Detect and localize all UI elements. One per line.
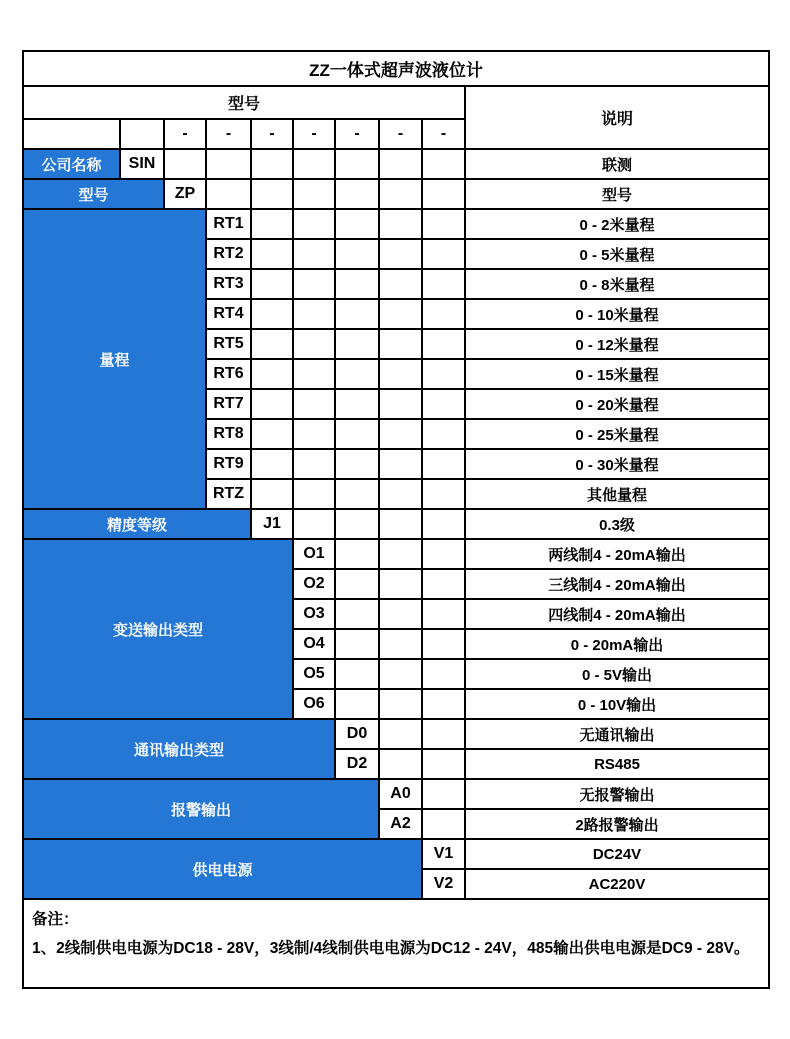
empty-cell [422,539,465,569]
dash-cell: - [379,119,422,149]
description-cell: 无报警输出 [465,779,769,809]
empty-cell [335,419,379,449]
code-cell: O1 [293,539,335,569]
empty-cell [422,779,465,809]
empty-cell [251,479,293,509]
empty-cell [379,299,422,329]
model-column-header: 型号 [23,86,465,119]
empty-cell [335,659,379,689]
description-cell: 0 - 25米量程 [465,419,769,449]
empty-cell [422,719,465,749]
empty-cell [293,479,335,509]
description-cell: 四线制4 - 20mA输出 [465,599,769,629]
description-cell: 三线制4 - 20mA输出 [465,569,769,599]
empty-cell [293,269,335,299]
table-row [23,209,769,239]
description-cell: 型号 [465,179,769,209]
section-label-model: 型号 [23,179,164,209]
empty-cell [379,479,422,509]
empty-cell [379,539,422,569]
empty-cell [293,419,335,449]
empty-cell [422,329,465,359]
code-cell: O4 [293,629,335,659]
empty-cell [422,479,465,509]
empty-cell [335,449,379,479]
empty-cell [293,329,335,359]
empty-cell [379,419,422,449]
empty-cell [251,449,293,479]
code-cell: RTZ [206,479,251,509]
empty-cell [422,749,465,779]
description-cell: 0 - 15米量程 [465,359,769,389]
empty-cell [379,239,422,269]
empty-cell [422,149,465,179]
code-cell: RT7 [206,389,251,419]
empty-cell [379,269,422,299]
code-cell: A0 [379,779,422,809]
code-cell: RT2 [206,239,251,269]
code-cell: O5 [293,659,335,689]
empty-cell [379,599,422,629]
dash-cell: - [206,119,251,149]
empty-cell [335,509,379,539]
description-cell: RS485 [465,749,769,779]
empty-cell [293,149,335,179]
table-row [23,719,769,749]
empty-cell [251,239,293,269]
notes-heading: 备注： [32,911,79,928]
empty-cell [335,329,379,359]
description-cell: 0 - 12米量程 [465,329,769,359]
description-cell: 其他量程 [465,479,769,509]
description-column-header: 说明 [465,86,769,149]
empty-cell [379,149,422,179]
description-cell: 0 - 5米量程 [465,239,769,269]
code-cell: RT5 [206,329,251,359]
section-label-company-name: 公司名称 [23,149,120,179]
code-cell: O2 [293,569,335,599]
empty-cell [422,299,465,329]
description-cell: 0 - 5V输出 [465,659,769,689]
code-cell: O3 [293,599,335,629]
empty-cell [251,389,293,419]
table-row [23,149,769,179]
code-cell: SIN [120,149,164,179]
empty-cell [335,629,379,659]
description-cell: 2路报警输出 [465,809,769,839]
description-cell: DC24V [465,839,769,869]
code-cell: RT6 [206,359,251,389]
empty-cell [379,659,422,689]
empty-cell [293,239,335,269]
empty-cell [379,509,422,539]
section-label-accuracy: 精度等级 [23,509,251,539]
empty-cell [293,299,335,329]
dash-cell: - [422,119,465,149]
description-cell: 0 - 8米量程 [465,269,769,299]
empty-cell [422,239,465,269]
code-cell: D2 [335,749,379,779]
code-cell: ZP [164,179,206,209]
section-label-power-supply: 供电电源 [23,839,422,899]
empty-cell [335,239,379,269]
code-cell: RT8 [206,419,251,449]
table-row [23,179,769,209]
empty-cell [293,509,335,539]
empty-cell [335,689,379,719]
table-row [23,779,769,809]
empty-cell [335,209,379,239]
dash-cell: - [164,119,206,149]
section-label-comm-output-type: 通讯输出类型 [23,719,335,779]
empty-cell [422,419,465,449]
empty-cell [251,419,293,449]
code-cell: A2 [379,809,422,839]
empty-cell [335,479,379,509]
empty-cell [422,509,465,539]
empty-cell [335,179,379,209]
empty-cell [379,629,422,659]
empty-cell [422,689,465,719]
empty-cell [251,299,293,329]
description-cell: 无通讯输出 [465,719,769,749]
code-cell: D0 [335,719,379,749]
empty-cell [422,629,465,659]
empty-cell [293,179,335,209]
code-cell: RT1 [206,209,251,239]
empty-cell [335,599,379,629]
empty-cell [251,149,293,179]
empty-cell [335,359,379,389]
empty-cell [379,389,422,419]
table-row [23,839,769,869]
empty-cell [379,719,422,749]
section-label-transmit-output-type: 变送输出类型 [23,539,293,719]
empty-cell [251,359,293,389]
empty-cell [293,389,335,419]
empty-cell [251,209,293,239]
empty-cell [379,329,422,359]
empty-cell [293,209,335,239]
dash-cell: - [251,119,293,149]
empty-cell [422,809,465,839]
empty-cell [422,179,465,209]
notes-body: 1、2线制供电电源为DC18 - 28V，3线制/4线制供电电源为DC12 - 24V，485输出供电电源是DC9 - 28V。 [32,940,750,957]
description-cell: 联测 [465,149,769,179]
empty-cell [379,749,422,779]
code-cell: O6 [293,689,335,719]
empty-cell [422,659,465,689]
description-cell: 0 - 2米量程 [465,209,769,239]
model-selection-table [22,50,770,989]
empty-cell [206,149,251,179]
page-title: ZZ一体式超声波液位计 [23,51,769,86]
dash-cell: - [335,119,379,149]
empty-cell [120,119,164,149]
empty-cell [422,209,465,239]
code-cell: V2 [422,869,465,899]
empty-cell [379,689,422,719]
description-cell: 0 - 30米量程 [465,449,769,479]
description-cell: AC220V [465,869,769,899]
empty-cell [379,359,422,389]
code-cell: J1 [251,509,293,539]
code-cell: RT9 [206,449,251,479]
empty-cell [422,269,465,299]
empty-cell [206,179,251,209]
empty-cell [293,359,335,389]
header-row [23,86,769,119]
dash-cell: - [293,119,335,149]
description-cell: 0 - 20米量程 [465,389,769,419]
empty-cell [422,599,465,629]
empty-cell [335,299,379,329]
empty-cell [335,149,379,179]
table-row [23,509,769,539]
description-cell: 0.3级 [465,509,769,539]
title-row [23,51,769,86]
description-cell: 0 - 10V输出 [465,689,769,719]
section-label-alarm-output: 报警输出 [23,779,379,839]
empty-cell [335,569,379,599]
code-cell: RT4 [206,299,251,329]
empty-cell [422,389,465,419]
section-label-range: 量程 [23,209,206,509]
empty-cell [335,539,379,569]
description-cell: 0 - 10米量程 [465,299,769,329]
code-cell: RT3 [206,269,251,299]
empty-cell [335,389,379,419]
description-cell: 0 - 20mA输出 [465,629,769,659]
description-cell: 两线制4 - 20mA输出 [465,539,769,569]
empty-cell [164,149,206,179]
empty-cell [23,119,120,149]
empty-cell [251,329,293,359]
empty-cell [335,269,379,299]
empty-cell [422,359,465,389]
empty-cell [422,569,465,599]
empty-cell [379,179,422,209]
table-row [23,539,769,569]
empty-cell [379,569,422,599]
empty-cell [422,449,465,479]
empty-cell [251,179,293,209]
empty-cell [379,209,422,239]
empty-cell [251,269,293,299]
empty-cell [293,449,335,479]
notes-row [23,899,769,988]
notes-cell [23,899,769,988]
code-cell: V1 [422,839,465,869]
empty-cell [379,449,422,479]
